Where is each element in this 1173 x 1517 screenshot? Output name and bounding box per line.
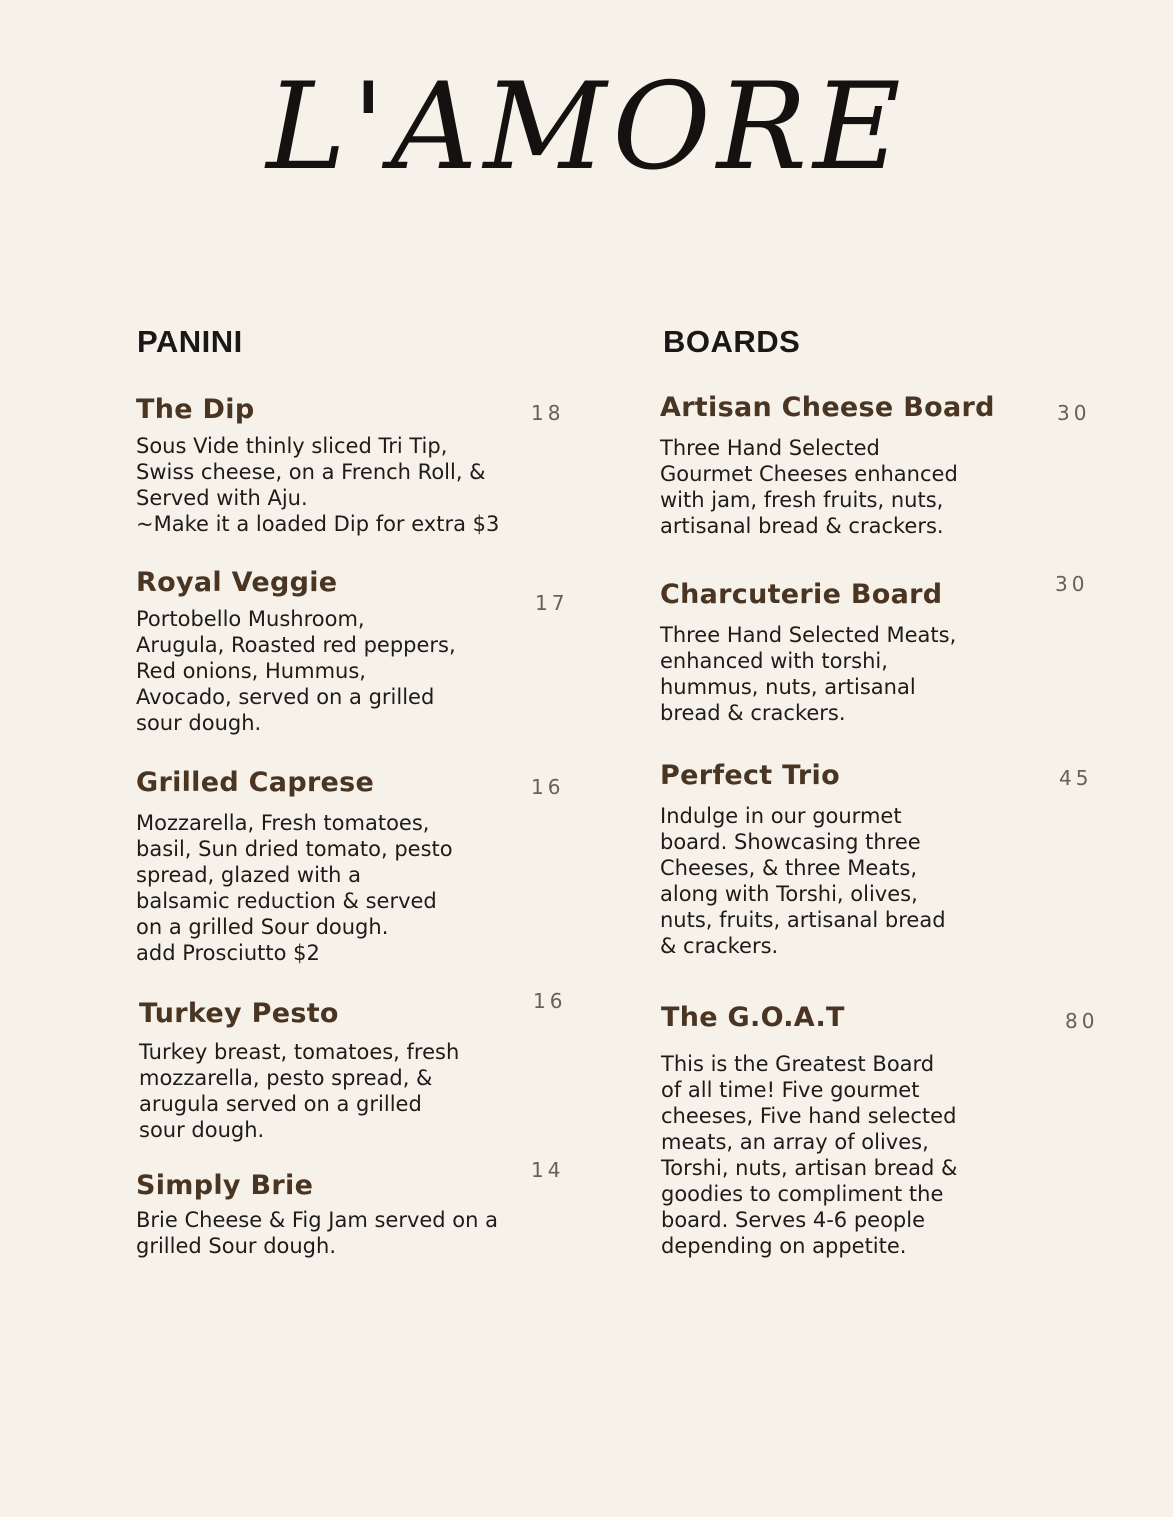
menu-item-turkey-pesto bbox=[139, 999, 559, 1143]
item-description: This is the Greatest Board of all time! Five gourmet cheeses, Five hand selected meats, an array of olives, Torshi, nuts, artisan bread & goodies to compliment the board. Serves 4-6 people depending on appetite. bbox=[661, 1051, 958, 1258]
menu-item-artisan-cheese-board bbox=[660, 393, 1020, 539]
item-name: Charcuterie Board bbox=[660, 579, 943, 610]
menu-item-the-goat bbox=[661, 1003, 1021, 1259]
menu-item-royal-veggie bbox=[136, 568, 556, 736]
menu-item-simply-brie bbox=[136, 1171, 566, 1259]
item-description: Indulge in our gourmet board. Showcasing three Cheeses, & three Meats, along with Torshi, olives, nuts, fruits, artisanal bread & crackers. bbox=[660, 803, 946, 958]
item-description: Brie Cheese & Fig Jam served on a grilled Sour dough. bbox=[136, 1207, 499, 1258]
item-description: Turkey breast, tomatoes, fresh mozzarella, pesto spread, & arugula served on a grilled sour dough. bbox=[139, 1039, 460, 1142]
item-name: Artisan Cheese Board bbox=[660, 392, 995, 423]
item-name: Simply Brie bbox=[136, 1170, 314, 1201]
item-description: Three Hand Selected Gourmet Cheeses enhanced with jam, fresh fruits, nuts, artisanal bread & crackers. bbox=[660, 435, 958, 538]
item-name: Perfect Trio bbox=[660, 760, 840, 791]
item-name: Grilled Caprese bbox=[136, 767, 375, 798]
restaurant-logo: L'AMORE bbox=[266, 58, 907, 197]
item-price: 17 bbox=[535, 591, 569, 615]
menu-item-charcuterie-board bbox=[660, 580, 1020, 726]
item-price: 14 bbox=[531, 1158, 565, 1182]
item-description: Three Hand Selected Meats, enhanced with torshi, hummus, nuts, artisanal bread & crackers. bbox=[660, 622, 957, 725]
item-name: Royal Veggie bbox=[136, 567, 338, 598]
boards-section-title: BOARDS bbox=[663, 324, 801, 359]
item-price: 30 bbox=[1055, 572, 1089, 596]
panini-section-title: PANINI bbox=[137, 324, 243, 359]
menu-item-perfect-trio bbox=[660, 761, 1020, 959]
item-price: 16 bbox=[533, 989, 567, 1013]
item-description: Portobello Mushroom, Arugula, Roasted red peppers, Red onions, Hummus, Avocado, served on a grilled sour dough. bbox=[136, 606, 456, 735]
item-price: 80 bbox=[1065, 1009, 1099, 1033]
item-name: The G.O.A.T bbox=[661, 1002, 845, 1033]
item-price: 30 bbox=[1057, 401, 1091, 425]
item-price: 16 bbox=[531, 775, 565, 799]
item-name: The Dip bbox=[136, 394, 255, 425]
item-price: 18 bbox=[531, 401, 565, 425]
menu-item-grilled-caprese bbox=[136, 768, 556, 966]
item-name: Turkey Pesto bbox=[139, 998, 339, 1029]
item-description: Mozzarella, Fresh tomatoes, basil, Sun dried tomato, pesto spread, glazed with a balsamic reduction & served on a grilled Sour dough. add Prosciutto $2 bbox=[136, 810, 453, 965]
item-price: 45 bbox=[1059, 766, 1093, 790]
item-description: Sous Vide thinly sliced Tri Tip, Swiss cheese, on a French Roll, & Served with Aju. ~Make it a loaded Dip for extra $3 bbox=[136, 433, 500, 536]
menu-item-the-dip bbox=[136, 395, 556, 537]
